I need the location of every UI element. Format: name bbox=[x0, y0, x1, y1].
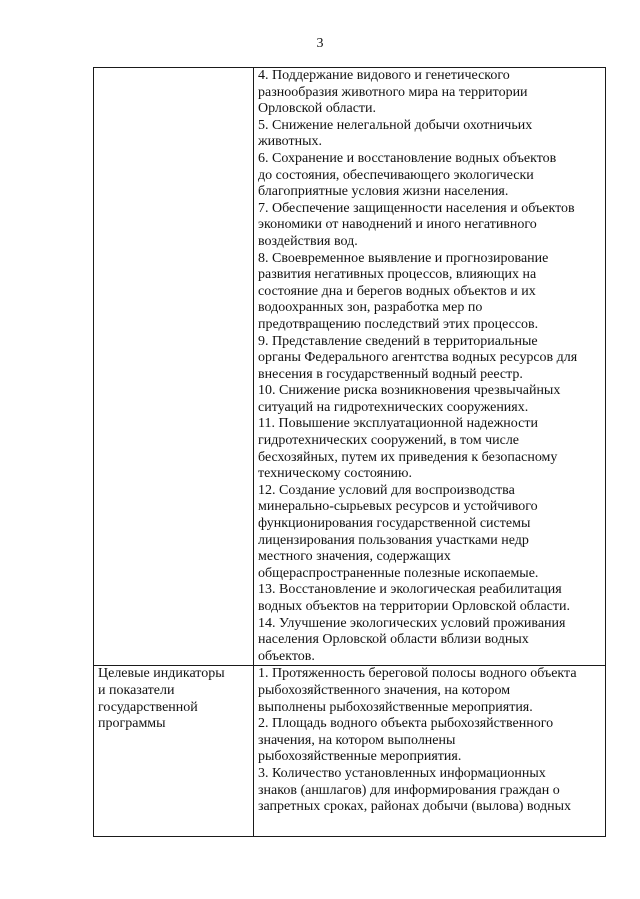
list-item: развития негативных процессов, влияющих на bbox=[258, 267, 537, 283]
list-item: 11. Повышение эксплуатационной надежности bbox=[258, 416, 538, 432]
list-item: выполнены рыбохозяйственные мероприятия. bbox=[258, 699, 533, 715]
list-item: гидротехнических сооружений, в том числе bbox=[258, 433, 520, 449]
list-item: бесхозяйных, путем их приведения к безопасному bbox=[258, 449, 558, 465]
list-item: водоохранных зон, разработка мер по bbox=[258, 300, 483, 316]
objectives-cell bbox=[254, 68, 606, 666]
list-item: 1. Протяженность береговой полосы водного объекта bbox=[258, 666, 577, 682]
list-item: значения, на котором выполнены bbox=[258, 732, 456, 748]
list-item: органы Федерального агентства водных ресурсов для bbox=[258, 350, 578, 366]
list-item: экономики от наводнений и иного негативного bbox=[258, 217, 537, 233]
list-item: предотвращению последствий этих процессов. bbox=[258, 316, 539, 332]
list-item: состояние дна и берегов водных объектов и их bbox=[258, 283, 536, 299]
list-item: 14. Улучшение экологических условий проживания bbox=[258, 615, 566, 631]
list-item: 13. Восстановление и экологическая реабилитация bbox=[258, 582, 562, 598]
list-item: 3. Количество установленных информационных bbox=[258, 765, 546, 781]
table-row-objectives bbox=[94, 68, 606, 666]
list-item: 6. Сохранение и восстановление водных объектов bbox=[258, 150, 557, 166]
list-item: техническому состоянию. bbox=[258, 466, 412, 482]
list-item: Орловской области. bbox=[258, 101, 377, 117]
list-item: 8. Своевременное выявление и прогнозирование bbox=[258, 250, 549, 266]
list-item: запретных сроках, районах добычи (вылова) водных bbox=[258, 799, 571, 815]
list-item: 2. Площадь водного объекта рыбохозяйственного bbox=[258, 716, 554, 732]
indicators-label-cell bbox=[94, 666, 254, 837]
list-item: знаков (аншлагов) для информирования граждан о bbox=[258, 782, 560, 798]
list-item: разнообразия животного мира на территории bbox=[258, 84, 528, 100]
list-item: 4. Поддержание видового и генетического bbox=[258, 68, 510, 83]
table-row-indicators bbox=[94, 666, 606, 837]
list-item: 10. Снижение риска возникновения чрезвычайных bbox=[258, 383, 561, 399]
list-item: объектов. bbox=[258, 648, 315, 664]
list-item: 5. Снижение нелегальной добычи охотничьих bbox=[258, 117, 533, 133]
row-label-line: программы bbox=[98, 716, 166, 732]
row-label-line: Целевые индикаторы bbox=[98, 666, 225, 682]
list-item: воздействия вод. bbox=[258, 233, 358, 249]
list-item: рыбохозяйственные мероприятия. bbox=[258, 749, 462, 765]
list-item: лицензирования пользования участками недр bbox=[258, 532, 529, 548]
list-item: минерально-сырьевых ресурсов и устойчивого bbox=[258, 499, 538, 515]
list-item: 7. Обеспечение защищенности населения и объектов bbox=[258, 200, 575, 216]
list-item: рыбохозяйственного значения, на котором bbox=[258, 682, 511, 698]
list-item: местного значения, содержащих bbox=[258, 549, 451, 565]
list-item: водных объектов на территории Орловской области. bbox=[258, 599, 571, 614]
list-item: ситуаций на гидротехнических сооружениях. bbox=[258, 399, 529, 415]
list-item: населения Орловской области вблизи водных bbox=[258, 632, 529, 648]
program-passport-table bbox=[93, 67, 606, 837]
row-label-line: и показатели bbox=[98, 682, 175, 698]
page-number: 3 bbox=[316, 36, 324, 51]
list-item: благоприятные условия жизни населения. bbox=[258, 184, 509, 200]
indicators-cell bbox=[254, 666, 606, 837]
list-item: функционирования государственной системы bbox=[258, 516, 531, 532]
list-item: 12. Создание условий для воспроизводства bbox=[258, 482, 515, 498]
list-item: 9. Представление сведений в территориальные bbox=[258, 333, 538, 349]
row-label-line: государственной bbox=[98, 699, 198, 715]
list-item: общераспространенные полезные ископаемые. bbox=[258, 565, 539, 581]
list-item: животных. bbox=[258, 134, 323, 150]
left-cell-empty bbox=[94, 68, 254, 666]
list-item: внесения в государственный водный реестр. bbox=[258, 366, 523, 382]
list-item: до состояния, обеспечивающего экологически bbox=[258, 167, 534, 183]
